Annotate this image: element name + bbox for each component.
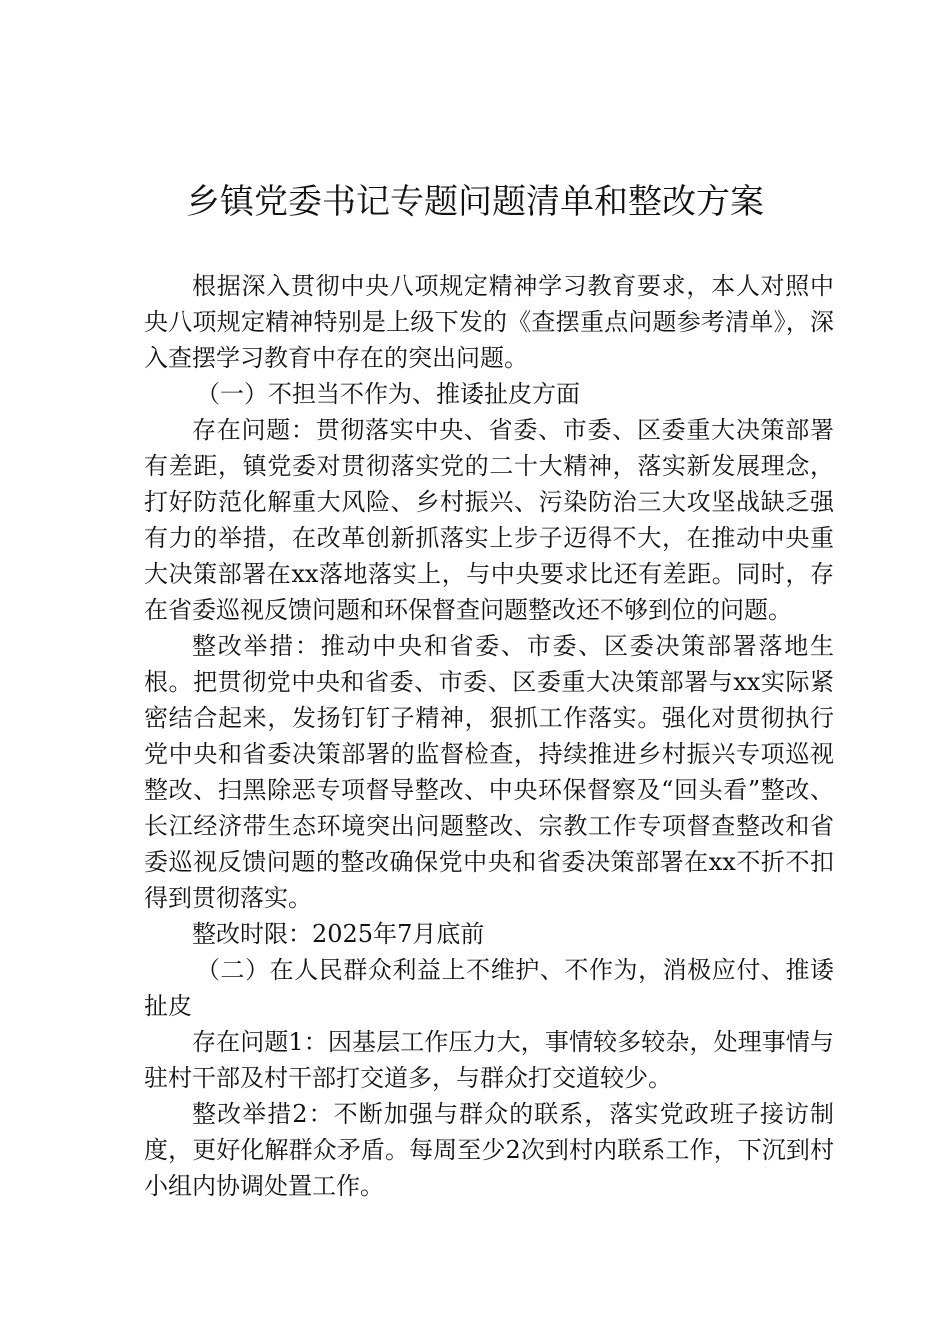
measure-paragraph-1: 整改举措：推动中央和省委、市委、区委决策部署落地生根。把贯彻党中央和省委、市委、区委重大决策部署与xx实际紧密结合起来，发扬钉钉子精神，狠抓工作落实。强化对贯彻执行党中央和省委决策部署的监督检查，持续推进乡村振兴专项巡视整改、扫黑除恶专项督导整改、中央环保督察及“回头看”整改、长江经济带生态环境突出问题整改、宗教工作专项督查整改和省委巡视反馈问题的整改确保党中央和省委决策部署在xx不折不扣得到贯彻落实。 [144, 632, 834, 912]
deadline-paragraph: 整改时限：2025年7月底前 [192, 920, 485, 948]
intro-paragraph: 根据深入贯彻中央八项规定精神学习教育要求，本人对照中央八项规定精神特别是上级下发的《查摆重点问题参考清单》，深入查摆学习教育中存在的突出问题。 [144, 272, 834, 372]
section-heading-2: （二）在人民群众利益上不维护、不作为，消极应付、推诿扯皮 [144, 956, 834, 1020]
document-body [144, 268, 834, 1204]
document-title: 乡镇党委书记专题问题清单和整改方案 [186, 182, 764, 222]
problem-paragraph-1: 存在问题：贯彻落实中央、省委、市委、区委重大决策部署有差距，镇党委对贯彻落实党的二十大精神，落实新发展理念，打好防范化解重大风险、乡村振兴、污染防治三大攻坚战缺乏强有力的举措，在改革创新抓落实上步子迈得不大，在推动中央重大决策部署在xx落地落实上，与中央要求比还有差距。同时，存在省委巡视反馈问题和环保督查问题整改还不够到位的问题。 [144, 416, 834, 624]
section-heading-1: （一）不担当不作为、推诿扯皮方面 [196, 380, 580, 408]
measure-paragraph-2: 整改举措2：不断加强与群众的联系，落实党政班子接访制度，更好化解群众矛盾。每周至少2次到村内联系工作，下沉到村小组内协调处置工作。 [144, 1100, 834, 1200]
problem-paragraph-2: 存在问题1：因基层工作压力大，事情较多较杂，处理事情与驻村干部及村干部打交道多，与群众打交道较少。 [144, 1028, 834, 1092]
